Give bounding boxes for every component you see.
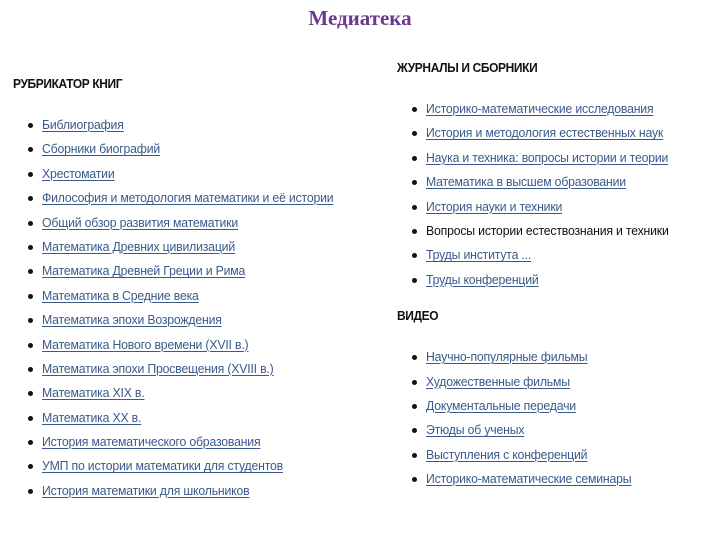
bullet-icon — [412, 355, 417, 360]
journal-link[interactable]: Наука и техника: вопросы истории и теории — [426, 149, 669, 165]
bullet-icon — [28, 464, 33, 469]
page-title: Медиатека — [308, 6, 412, 30]
books-heading: РУБРИКАТОР КНИГ — [13, 76, 123, 91]
list-item — [397, 199, 687, 223]
book-link[interactable]: Математика Древних цивилизаций — [42, 238, 235, 254]
book-link[interactable]: Хрестоматии — [42, 165, 115, 181]
list-item — [13, 141, 355, 165]
list-item — [13, 312, 355, 336]
bullet-icon — [412, 380, 417, 385]
book-link[interactable]: Математика XIX в. — [42, 385, 145, 401]
books-list — [13, 117, 355, 507]
book-link[interactable]: Сборники биографий — [42, 141, 161, 157]
journal-link[interactable]: Труды конференций — [426, 271, 539, 287]
video-heading: ВИДЕО — [397, 308, 439, 324]
bullet-icon — [28, 416, 33, 421]
book-link[interactable]: Математика Нового времени (XVII в.) — [42, 336, 249, 352]
bullet-icon — [412, 205, 417, 210]
list-item — [13, 483, 355, 507]
list-item — [397, 349, 687, 373]
bullet-icon — [412, 278, 417, 283]
list-item — [13, 385, 355, 409]
list-item — [13, 215, 355, 239]
video-link[interactable]: Этюды об ученых — [426, 422, 525, 438]
list-item — [397, 223, 687, 247]
book-link[interactable]: Математика эпохи Просвещения (XVIII в.) — [42, 360, 274, 376]
list-item — [13, 458, 355, 482]
list-item — [13, 263, 355, 287]
list-item — [13, 239, 355, 263]
bullet-icon — [412, 453, 417, 458]
book-link[interactable]: История математического образования — [42, 434, 261, 450]
journal-link[interactable]: Труды института ... — [426, 247, 532, 263]
bullet-icon — [28, 367, 33, 372]
list-item — [397, 247, 687, 271]
list-item — [397, 422, 687, 446]
journal-text: Вопросы истории естествознания и техники — [426, 222, 669, 238]
list-item — [397, 374, 687, 398]
book-link[interactable]: Математика XX в. — [42, 409, 142, 425]
book-link[interactable]: УМП по истории математики для студентов — [42, 458, 283, 474]
list-item — [397, 471, 687, 495]
list-item — [13, 361, 355, 385]
bullet-icon — [412, 404, 417, 409]
bullet-icon — [28, 269, 33, 274]
journals-heading: ЖУРНАЛЫ И СБОРНИКИ — [397, 60, 538, 75]
bullet-icon — [412, 477, 417, 482]
bullet-icon — [412, 180, 417, 185]
journals-list — [397, 101, 687, 296]
journal-link[interactable]: Математика в высшем образовании — [426, 174, 626, 190]
book-link[interactable]: История математики для школьников — [42, 482, 250, 498]
bullet-icon — [28, 147, 33, 152]
video-list — [397, 349, 687, 495]
book-link[interactable]: Математика в Средние века — [42, 287, 199, 303]
list-item — [13, 410, 355, 434]
book-link[interactable]: Математика Древней Греции и Рима — [42, 263, 246, 279]
bullet-icon — [28, 489, 33, 494]
list-item — [13, 166, 355, 190]
list-item — [397, 272, 687, 296]
list-item — [397, 398, 687, 422]
video-link[interactable]: Научно-популярные фильмы — [426, 349, 588, 365]
video-link[interactable]: Документальные передачи — [426, 397, 576, 413]
journal-link[interactable]: Историко-математические исследования — [426, 101, 654, 116]
bullet-icon — [28, 172, 33, 177]
bullet-icon — [28, 221, 33, 226]
journal-link[interactable]: История науки и техники — [426, 198, 563, 214]
book-link[interactable]: Математика эпохи Возрождения — [42, 312, 222, 328]
video-link[interactable]: Художественные фильмы — [426, 373, 570, 389]
bullet-icon — [28, 318, 33, 323]
bullet-icon — [412, 229, 417, 234]
bullet-icon — [412, 156, 417, 161]
bullet-icon — [28, 294, 33, 299]
bullet-icon — [412, 107, 417, 112]
list-item — [397, 101, 687, 125]
list-item — [13, 190, 355, 214]
list-item — [13, 288, 355, 312]
bullet-icon — [412, 428, 417, 433]
bullet-icon — [28, 123, 33, 128]
list-item — [397, 125, 687, 149]
video-link[interactable]: Выступления с конференций — [426, 446, 588, 462]
list-item — [397, 447, 687, 471]
list-item — [13, 337, 355, 361]
list-item — [13, 117, 355, 141]
bullet-icon — [28, 343, 33, 348]
bullet-icon — [28, 245, 33, 250]
book-link[interactable]: Философия и методология математики и её истории — [42, 190, 334, 206]
bullet-icon — [28, 196, 33, 201]
journals-video-section — [397, 60, 687, 495]
list-item — [397, 174, 687, 198]
bullet-icon — [412, 131, 417, 136]
list-item — [13, 434, 355, 458]
video-link[interactable]: Историко-математические семинары — [426, 471, 632, 487]
bullet-icon — [28, 440, 33, 445]
list-item — [397, 150, 687, 174]
bullet-icon — [412, 253, 417, 258]
journal-link[interactable]: История и методология естественных наук — [426, 125, 664, 141]
books-section — [13, 76, 355, 507]
bullet-icon — [28, 391, 33, 396]
book-link[interactable]: Общий обзор развития математики — [42, 214, 239, 230]
book-link[interactable]: Библиография — [42, 117, 124, 132]
